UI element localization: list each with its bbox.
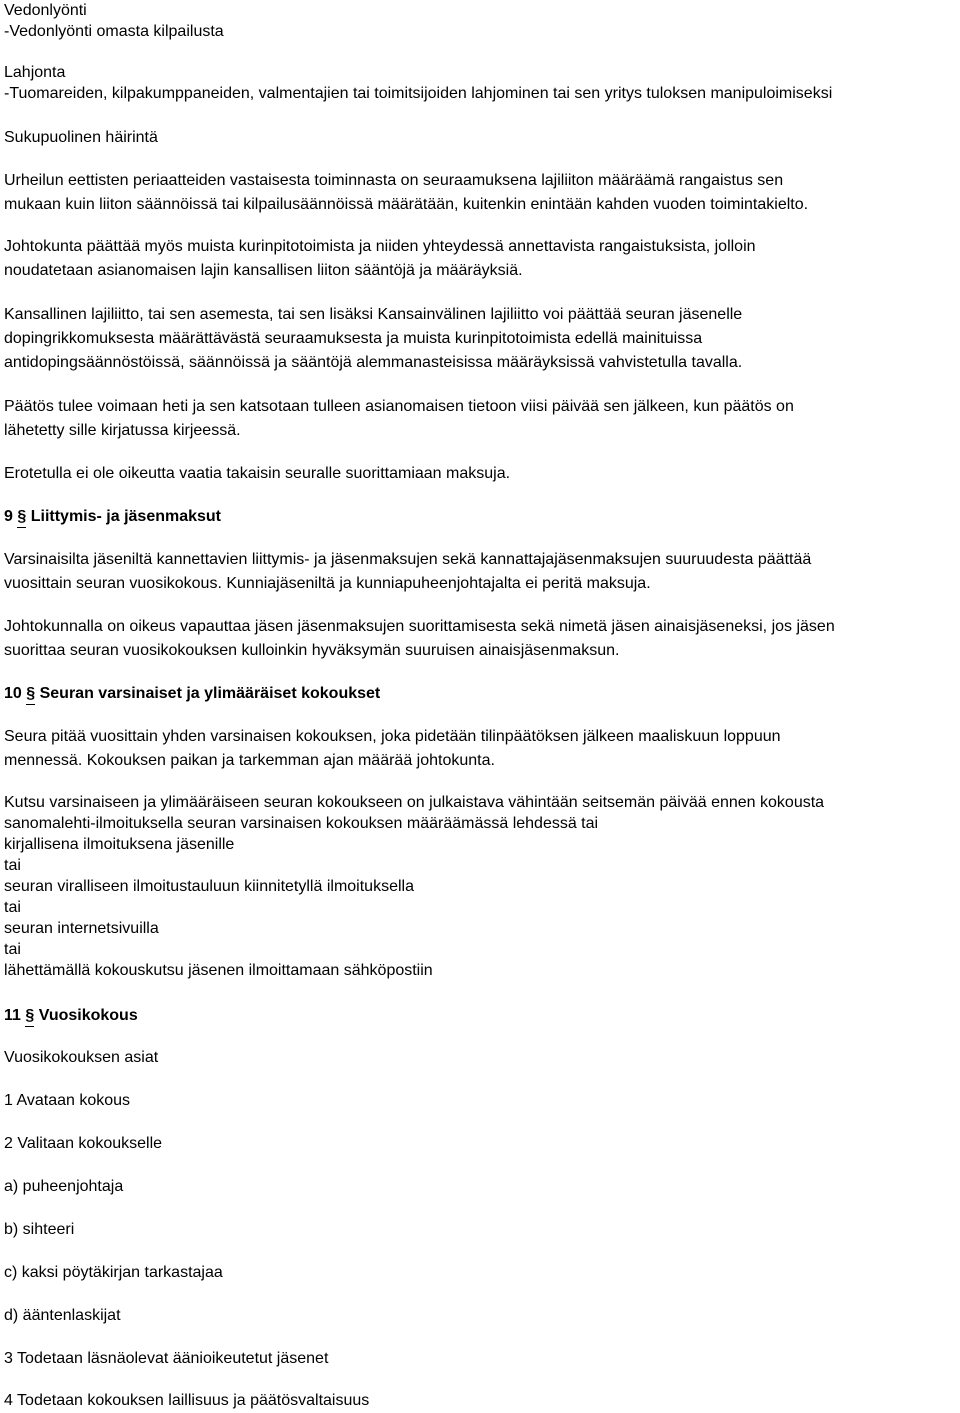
paragraph-line: Varsinaisilta jäseniltä kannettavien liittymis- ja jäsenmaksujen sekä kannattajajäsenmaksujen suuruudesta päättää (4, 551, 812, 568)
list-item: 2 Valitaan kokoukselle (4, 1135, 163, 1152)
list-item: Vuosikokouksen asiat (4, 1049, 159, 1066)
paragraph-line: lähettämällä kokouskutsu jäsenen ilmoittamaan sähköpostiin (4, 962, 433, 979)
paragraph-line: dopingrikkomuksesta määrättävästä seuraamuksesta ja muista kurinpitotoimista edellä mainituissa (4, 330, 703, 347)
paragraph-line: kirjallisena ilmoituksena jäsenille (4, 836, 235, 853)
section-heading-10 (4, 682, 380, 706)
paragraph-sanctions (4, 169, 808, 217)
item-betting (4, 0, 224, 42)
list-item: c) kaksi pöytäkirjan tarkastajaa (4, 1264, 223, 1281)
paragraph-line: Johtokunta päättää myös muista kurinpitotoimista ja niiden yhteydessä annettavista rangaistuksista, jolloin (4, 238, 756, 255)
list-item: 3 Todetaan läsnäolevat äänioikeutetut jäsenet (4, 1350, 329, 1367)
section-heading-9 (4, 505, 221, 529)
paragraph-line: tai (4, 857, 21, 874)
paragraph-line: Päätös tulee voimaan heti ja sen katsotaan tulleen asianomaisen tietoon viisi päivää sen jälkeen, kun päätös on (4, 398, 794, 415)
list-item: b) sihteeri (4, 1221, 75, 1238)
paragraph-line: tai (4, 899, 21, 916)
section-number: 9 (4, 508, 13, 525)
paragraph-invitation (4, 792, 824, 981)
section-sign-icon: § (25, 1004, 34, 1028)
paragraph-line: lähetetty sille kirjatussa kirjeessä. (4, 422, 241, 439)
paragraph-fees (4, 548, 811, 596)
paragraph-refund (4, 462, 510, 486)
section-title: Liittymis- ja jäsenmaksut (30, 508, 222, 525)
paragraph-line: Seura pitää vuosittain yhden varsinaisen kokouksen, joka pidetään tilinpäätöksen jälkeen maaliskuun loppuun (4, 728, 781, 745)
section-heading-11 (4, 1004, 138, 1028)
paragraph-meetings (4, 725, 781, 773)
paragraph-line: tai (4, 941, 21, 958)
paragraph-doping (4, 303, 742, 375)
paragraph-line: antidopingsäännöstöissä, säännöissä ja sääntöjä alemmanasteisissa määräyksissä vahvistetulla tavalla. (4, 354, 743, 371)
paragraph-line: Urheilun eettisten periaatteiden vastaisesta toiminnasta on seuraamuksena lajiliiton määräämä rangaistus sen (4, 172, 784, 189)
section-title: Seuran varsinaiset ja ylimääräiset kokoukset (39, 685, 381, 702)
item-title: Lahjonta (4, 64, 66, 81)
paragraph-exemption (4, 615, 835, 663)
section-number: 11 (4, 1007, 21, 1024)
item-description: -Tuomareiden, kilpakumppaneiden, valmentajien tai toimitsijoiden lahjominen tai sen yritys tuloksen manipuloimiseksi (4, 85, 833, 102)
item-title: Sukupuolinen häirintä (4, 129, 158, 146)
section-sign-icon: § (17, 505, 26, 529)
paragraph-line: Erotetulla ei ole oikeutta vaatia takaisin seuralle suorittamiaan maksuja. (4, 465, 511, 482)
paragraph-line: mukaan kuin liiton säännöissä tai kilpailusäännöissä määrätään, kuitenkin enintään kahden vuoden toimintakielto. (4, 196, 809, 213)
paragraph-line: noudatetaan asianomaisen lajin kansallisen liiton sääntöjä ja määräyksiä. (4, 262, 523, 279)
list-item: d) ääntenlaskijat (4, 1307, 121, 1324)
paragraph-line: sanomalehti-ilmoituksella seuran varsinaisen kokouksen määräämässä lehdessä tai (4, 815, 599, 832)
paragraph-line: Johtokunnalla on oikeus vapauttaa jäsen jäsenmaksujen suorittamisesta sekä nimetä jäsen ainaisjäseneksi, jos jäsen (4, 618, 835, 635)
item-description: -Vedonlyönti omasta kilpailusta (4, 23, 224, 40)
paragraph-line: Kansallinen lajiliitto, tai sen asemesta, tai sen lisäksi Kansainvälinen lajiliitto voi päättää seuran jäsenelle (4, 306, 743, 323)
list-item: 4 Todetaan kokouksen laillisuus ja päätösvaltaisuus (4, 1392, 370, 1409)
paragraph-disciplinary (4, 235, 756, 283)
paragraph-line: seuran viralliseen ilmoitustauluun kiinnitetyllä ilmoituksella (4, 878, 414, 895)
item-harassment (4, 127, 158, 148)
paragraph-line: mennessä. Kokouksen paikan ja tarkemman ajan määrää johtokunta. (4, 752, 495, 769)
section-title: Vuosikokous (38, 1007, 138, 1024)
paragraph-line: vuosittain seuran vuosikokous. Kunniajäseniltä ja kunniapuheenjohtajalta ei peritä maksuja. (4, 575, 651, 592)
paragraph-line: suorittaa seuran vuosikokouksen kulloinkin hyväksymän suuruisen ainaisjäsenmaksun. (4, 642, 620, 659)
item-title: Vedonlyönti (4, 2, 87, 19)
paragraph-decision (4, 395, 794, 443)
section-sign-icon: § (26, 682, 35, 706)
paragraph-line: Kutsu varsinaiseen ja ylimääräiseen seuran kokoukseen on julkaistava vähintään seitsemän päivää ennen kokousta (4, 794, 825, 811)
section-number: 10 (4, 685, 22, 702)
list-item: 1 Avataan kokous (4, 1092, 131, 1109)
item-bribery (4, 62, 832, 104)
paragraph-line: seuran internetsivuilla (4, 920, 159, 937)
list-item: a) puheenjohtaja (4, 1178, 124, 1195)
